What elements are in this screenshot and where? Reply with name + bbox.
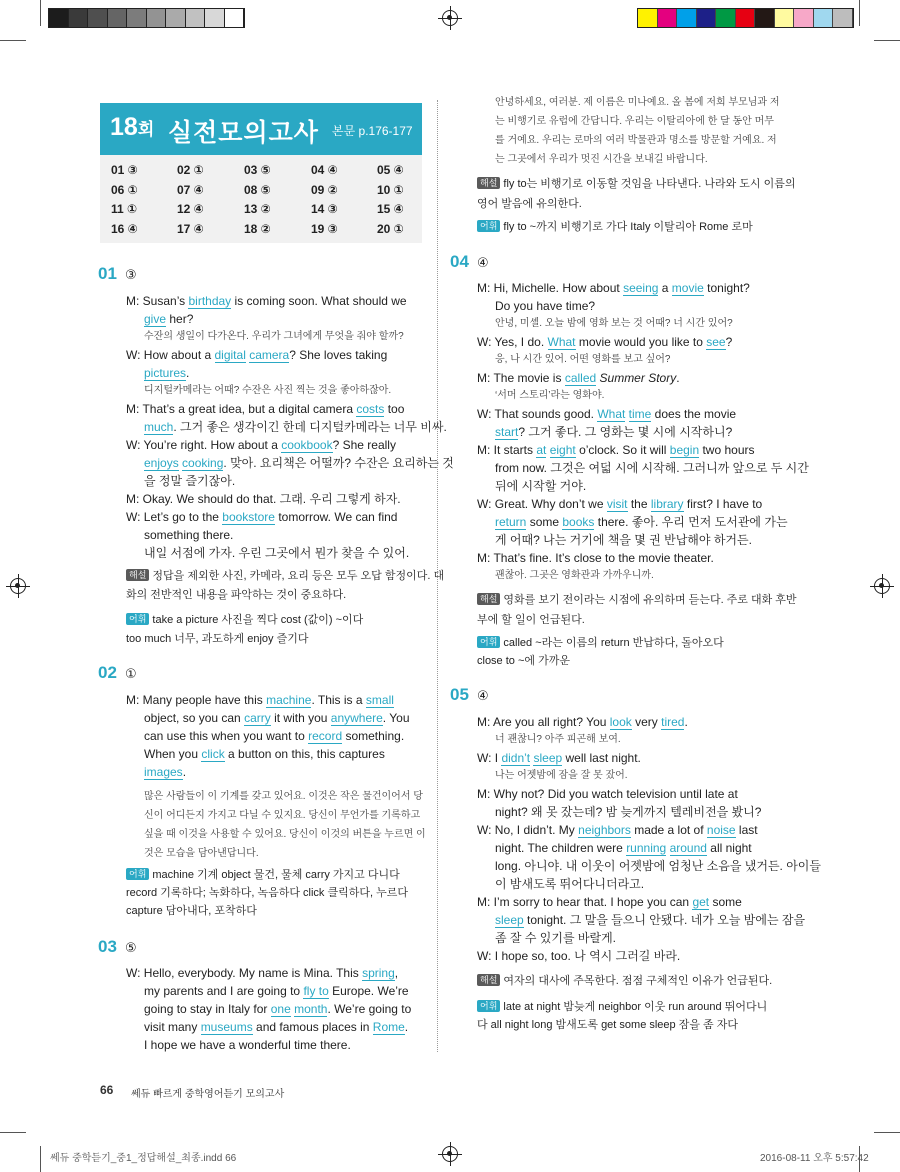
test-number: 18회 [110,113,155,141]
blank-answer-word: machine [266,693,312,707]
korean-translation: 괜찮아. 그곳은 영화관과 가까우니까. [495,570,654,581]
question-number: 01 [98,264,117,283]
color-swatch [88,9,108,27]
color-swatch [736,9,756,27]
dialogue-line: 을 정말 즐기잖아. [144,474,236,488]
blank-answer-word: give [144,312,167,326]
dialogue-line: 게 어때? 나는 거기에 책을 몇 권 반납해야 하거든. [495,533,752,547]
color-swatch [49,9,69,27]
korean-translation: 신이 어디든지 가지고 다닐 수 있지요. 당신이 무언가를 기록하고 [144,810,421,821]
color-swatch [205,9,225,27]
answer-key-item: 04 ④ [311,163,338,177]
vocab-tag: 어휘 [477,636,500,648]
vocab-tag: 어휘 [477,220,500,232]
crop-mark [40,1146,41,1172]
answer-key-item: 16 ④ [111,221,138,236]
explanation-line: 화의 전반적인 내용을 파악하는 것이 중요하다. [126,589,347,601]
explanation-line: 해설 정답을 제외한 사진, 카메라, 요리 등은 모두 오답 함정이다. 대 [126,567,444,585]
dialogue-line: enjoys cooking. 맞아. 요리책은 어떨까? 수잔은 요리하는 것 [144,456,454,470]
dialogue-line: visit many museums and famous places in Rome. [144,1020,409,1034]
color-swatch [147,9,167,27]
dialogue-line: images. [144,765,187,779]
blank-answer-word: see [706,335,726,349]
blank-answer-word: spring [362,966,395,980]
answer-key-item: 06 ① [111,182,138,197]
explanation-line: 부에 할 일이 언급된다. [477,614,585,626]
vocab-line: 어휘 late at night 밤늦게 neighbor 이웃 run around 뛰어다니 [477,998,767,1016]
vocab-line: record 기록하다; 녹화하다, 녹음하다 click 클릭하다, 누르다 [126,887,408,899]
color-swatch [716,9,736,27]
dialogue-line: When you click a button on this, this captures [144,747,385,761]
dialogue-line: W: I hope so, too. 나 역시 그러길 바라. [477,949,681,963]
korean-translation: 것은 모습을 담아낸답니다. [144,848,259,859]
book-title: 쎄듀 빠르게 중학영어듣기 모의고사 [131,1089,285,1100]
korean-translation: 는 비행기로 유럽에 간답니다. 우리는 이탈리아에 한 달 동안 머무 [495,116,774,127]
answer-key-item: 01 ③ [111,163,138,177]
answer-key-item: 11 ① [111,202,138,216]
dialogue-line: my parents and I are going to fly to Europe. We’re [144,984,409,998]
question-number: 05 [450,685,469,704]
blank-answer-word: cooking [182,456,224,470]
explanation-line: 해설 fly to는 비행기로 이동할 것임을 나타낸다. 나라와 도시 이름의 [477,175,795,193]
blank-answer-word: around [669,841,707,855]
dialogue-line: M: That’s fine. It’s close to the movie theater. [477,551,714,565]
blank-answer-word: camera [249,348,290,362]
korean-translation: 싶을 때 이것을 사용할 수 있어요. 당신이 이것의 버튼을 누르면 이 [144,829,426,840]
answer-key-item: 05 ④ [377,163,404,177]
dialogue-line: night? 왜 못 잤는데? 밤 늦게까지 텔레비전을 봤니? [495,805,762,819]
blank-answer-word: carry [244,711,271,725]
dialogue-line: Do you have time? [495,299,596,313]
test-header [100,103,422,155]
blank-answer-word: digital [214,348,246,362]
blank-answer-word: What [597,407,626,421]
dialogue-line: M: The movie is called Summer Story. [477,371,680,385]
blank-answer-word: at [536,443,547,457]
blank-answer-word: library [650,497,684,511]
dialogue-line: from now. 그것은 여덟 시에 시작해. 그러니까 앞으로 두 시간 [495,461,809,475]
dialogue-line: something there. [144,528,234,542]
dialogue-line: 이 밤새도록 뛰어다니더라고. [495,877,645,891]
vocab-line: 어휘 machine 기계 object 물건, 물체 carry 가지고 다니다 [126,866,400,884]
dialogue-line: M: Why not? Did you watch television until late at [477,787,738,801]
blank-answer-word: books [562,515,595,529]
color-swatch-bar [637,8,854,28]
answer-key-item: 18 ② [244,221,271,236]
dialogue-line: start? 그거 좋다. 그 영화는 몇 시에 시작하니? [495,425,733,439]
blank-answer-word: click [201,747,225,761]
blank-answer-word: pictures [144,366,187,380]
dialogue-line: much. 그거 좋은 생각이긴 한데 디지털카메라는 너무 비싸. [144,420,447,434]
color-swatch [638,9,658,27]
dialogue-line: W: Great. Why don’t we visit the library first? I have to [477,497,763,511]
question-number: 04 [450,252,469,271]
color-swatch [794,9,814,27]
registration-mark-icon [442,1146,458,1162]
blank-answer-word: birthday [188,294,232,308]
korean-translation: 는 그곳에서 우리가 멋진 시간을 보내길 바랍니다. [495,154,708,165]
explanation-line: 해설 영화를 보기 전이라는 시점에 유의하며 듣는다. 주로 대화 후반 [477,591,797,609]
dialogue-line: M: I’m sorry to hear that. I hope you can get some [477,895,742,909]
blank-answer-word: begin [669,443,700,457]
question-number: 02 [98,663,117,682]
blank-answer-word: time [628,407,652,421]
blank-answer-word: called [564,371,597,385]
answer-key-item: 19 ③ [311,221,338,236]
color-swatch [677,9,697,27]
color-swatch [755,9,775,27]
dialogue-line: M: That’s a great idea, but a digital camera costs too [126,402,405,416]
question-answer: ① [125,666,137,681]
color-swatch [108,9,128,27]
question-answer: ③ [125,267,137,282]
blank-answer-word: much [144,420,174,434]
file-name: 쎄듀 중학듣기_중1_정답해설_최종.indd 66 [50,1153,237,1164]
answer-key-item: 03 ⑤ [244,163,271,177]
blank-answer-word: Rome [372,1020,405,1034]
blank-answer-word: costs [356,402,385,416]
color-swatch [697,9,717,27]
korean-translation: 를 거예요. 우리는 로마의 여러 박물관과 명소를 방문할 거예요. 저 [495,135,777,146]
blank-answer-word: didn’t [501,751,531,765]
blank-answer-word: record [308,729,343,743]
color-swatch [814,9,834,27]
vocab-line: 어휘 called ~라는 이름의 return 반납하다, 돌아오다 [477,634,724,652]
blank-answer-word: neighbors [578,823,631,837]
color-swatch [166,9,186,27]
dialogue-line: W: I didn’t sleep well last night. [477,751,641,765]
dialogue-line: sleep tonight. 그 말을 들으니 안됐다. 네가 오늘 밤에는 잠을 [495,913,806,927]
blank-answer-word: noise [706,823,736,837]
blank-answer-word: seeing [623,281,659,295]
vocab-line: 어휘 take a picture 사진을 찍다 cost (값이) ~이다 [126,611,363,629]
page-reference: 본문 p.176-177 [332,124,413,138]
korean-translation: 안녕, 미셸. 오늘 밤에 영화 보는 것 어때? 너 시간 있어? [495,318,733,329]
korean-translation: 디지털카메라는 어때? 수잔은 사진 찍는 것을 좋아하잖아. [144,385,392,396]
dialogue-line: I hope we have a wonderful time there. [144,1038,351,1052]
answer-key-item: 12 ④ [177,202,204,216]
gray-swatch-bar [48,8,245,28]
vocab-line: capture 담아내다, 포착하다 [126,905,257,917]
korean-translation: 너 괜찮니? 아주 피곤해 보여. [495,734,621,745]
question-answer: ④ [477,255,489,270]
crop-mark [0,40,26,41]
blank-answer-word: month [294,1002,328,1016]
color-swatch [658,9,678,27]
crop-mark [859,0,860,26]
dialogue-line: M: Hi, Michelle. How about seeing a movie tonight? [477,281,750,295]
dialogue-line: return some books there. 좋아. 우리 먼저 도서관에 가는 [495,515,788,529]
crop-mark [874,1132,900,1133]
color-swatch [225,9,245,27]
blank-answer-word: running [626,841,667,855]
explanation-tag: 해설 [126,569,149,581]
color-swatch [69,9,89,27]
color-swatch [186,9,206,27]
answer-key-item: 02 ① [177,163,204,177]
crop-mark [40,0,41,26]
dialogue-line: long. 아니야. 내 이웃이 어젯밤에 엄청난 소음을 냈거든. 아이들 [495,859,821,873]
answer-key-item: 10 ① [377,182,404,197]
dialogue-line: object, so you can carry it with you anywhere. You [144,711,410,725]
question-answer: ④ [477,688,489,703]
blank-answer-word: one [270,1002,291,1016]
blank-answer-word: What [547,335,576,349]
color-swatch [127,9,147,27]
dialogue-line: M: Are you all right? You look very tired. [477,715,688,729]
answer-key-item: 07 ④ [177,182,204,197]
explanation-tag: 해설 [477,177,500,189]
korean-translation: 응, 나 시간 있어. 어떤 영화를 보고 싶어? [495,354,671,365]
blank-answer-word: sleep [495,913,524,927]
answer-key-item: 08 ⑤ [244,182,271,197]
blank-answer-word: look [609,715,632,729]
answer-key-item: 17 ④ [177,221,204,236]
dialogue-line: W: Let’s go to the bookstore tomorrow. We can find [126,510,398,524]
korean-translation: 안녕하세요, 여러분. 제 이름은 미나예요. 올 봄에 저희 부모님과 저 [495,97,780,108]
blank-answer-word: enjoys [144,456,179,470]
blank-answer-word: start [495,425,519,439]
blank-answer-word: anywhere [330,711,383,725]
blank-answer-word: sleep [533,751,563,765]
color-swatch [833,9,853,27]
color-swatch [775,9,795,27]
dialogue-line: give her? [144,312,194,326]
korean-translation: 나는 어젯밤에 잠을 잘 못 잤어. [495,770,628,781]
blank-answer-word: fly to [303,984,329,998]
blank-answer-word: museums [200,1020,253,1034]
vocab-tag: 어휘 [477,1000,500,1012]
answer-key-grid [100,155,422,243]
answer-key-item: 20 ① [377,221,404,236]
dialogue-line: W: No, I didn’t. My neighbors made a lot of noise last [477,823,758,837]
print-timestamp: 2016-08-11 오후 5:57:42 [760,1153,869,1164]
blank-answer-word: bookstore [222,510,275,524]
blank-answer-word: movie [671,281,704,295]
explanation-line: 해설 여자의 대사에 주목한다. 점점 구체적인 이유가 언급된다. [477,972,772,990]
dialogue-line: pictures. [144,366,190,380]
blank-answer-word: cookbook [281,438,333,452]
dialogue-line: W: You’re right. How about a cookbook? She really [126,438,396,452]
korean-translation: 많은 사람들이 이 기계를 갖고 있어요. 이것은 작은 물건이어서 당 [144,791,423,802]
dialogue-line: going to stay in Italy for one month. We’re going to [144,1002,412,1016]
answer-key-item: 13 ② [244,202,271,216]
test-title: 실전모의고사 [168,119,319,147]
blank-answer-word: get [692,895,710,909]
registration-mark-icon [874,578,890,594]
explanation-tag: 해설 [477,593,500,605]
dialogue-line: M: Many people have this machine. This is a small [126,693,394,707]
registration-mark-icon [10,578,26,594]
dialogue-line: 내일 서점에 가자. 우린 그곳에서 뭔가 찾을 수 있어. [144,546,410,560]
vocab-line: close to ~에 가까운 [477,655,570,667]
blank-answer-word: visit [606,497,628,511]
vocab-line: too much 너무, 과도하게 enjoy 즐기다 [126,633,309,645]
dialogue-line: M: It starts at eight o’clock. So it will begin two hours [477,443,755,457]
vocab-line: 다 all night long 밤새도록 get some sleep 잠을 좀 자다 [477,1019,738,1031]
crop-mark [0,1132,26,1133]
blank-answer-word: images [144,765,183,779]
answer-key-item: 14 ③ [311,202,338,216]
explanation-line: 영어 발음에 유의한다. [477,198,582,210]
dialogue-line: W: That sounds good. What time does the movie [477,407,737,421]
dialogue-line: M: Susan’s birthday is coming soon. What should we [126,294,407,308]
dialogue-line: W: Yes, I do. What movie would you like to see? [477,335,733,349]
blank-answer-word: small [365,693,394,707]
dialogue-line: 뒤에 시작할 거야. [495,479,587,493]
blank-answer-word: return [495,515,527,529]
dialogue-line: W: How about a digital camera? She loves taking [126,348,388,362]
question-number: 03 [98,937,117,956]
vocab-line: 어휘 fly to ~까지 비행기로 가다 Italy 이탈리아 Rome 로마 [477,218,753,236]
dialogue-line: 좀 잘 수 있기를 바랄게. [495,931,616,945]
answer-key-item: 15 ④ [377,202,404,216]
dialogue-line: night. The children were running around all night [495,841,752,855]
blank-answer-word: tired [661,715,685,729]
vocab-tag: 어휘 [126,613,149,625]
blank-answer-word: eight [549,443,576,457]
dialogue-line: M: Okay. We should do that. 그래. 우리 그렇게 하자. [126,492,401,506]
korean-translation: 수잔의 생일이 다가온다. 우리가 그녀에게 무엇을 줘야 할까? [144,331,404,342]
korean-translation: ‘서머 스토리’라는 영화야. [495,390,605,401]
question-answer: ⑤ [125,940,137,955]
vocab-tag: 어휘 [126,868,149,880]
registration-mark-icon [442,10,458,26]
page-number: 66 [100,1083,114,1097]
answer-key-item: 09 ② [311,182,338,197]
dialogue-line: can use this when you want to record something. [144,729,405,743]
crop-mark [874,40,900,41]
explanation-tag: 해설 [477,974,500,986]
dialogue-line: W: Hello, everybody. My name is Mina. This spring, [126,966,399,980]
